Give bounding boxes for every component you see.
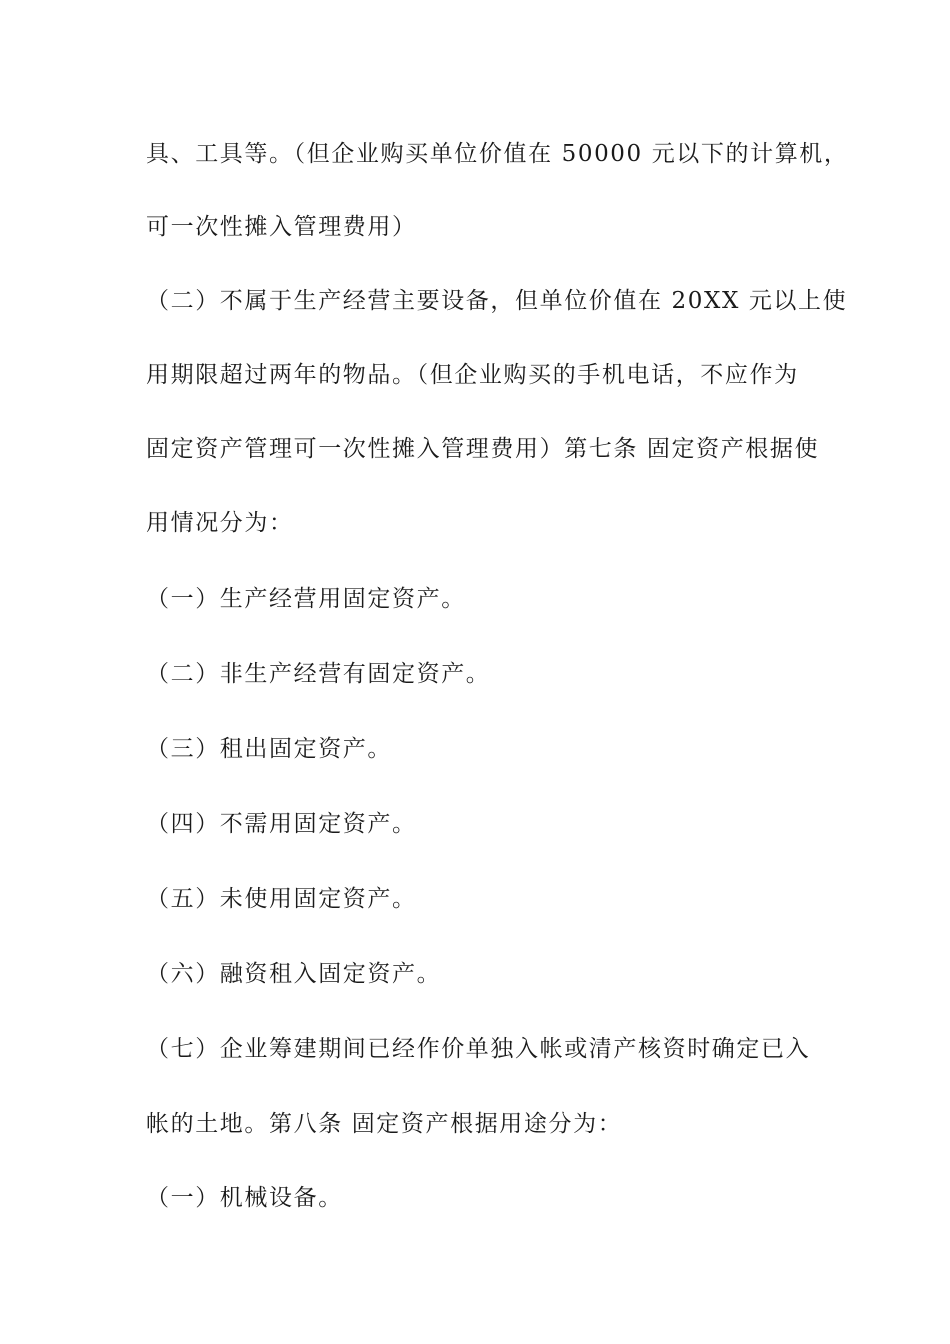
text-line-6: 用情况分为： <box>146 510 294 536</box>
text-line-13: （七）企业筹建期间已经作价单独入帐或清产核资时确定已入 <box>146 1036 811 1062</box>
text-line-5: 固定资产管理可一次性摊入管理费用）第七条 固定资产根据使 <box>146 436 820 462</box>
text-line-15: （一）机械设备。 <box>146 1185 343 1211</box>
text-line-10: （四）不需用固定资产。 <box>146 811 417 837</box>
text-line-9: （三）租出固定资产。 <box>146 736 392 762</box>
text-line-8: （二）非生产经营有固定资产。 <box>146 661 491 687</box>
text-line-1: 具、工具等。（但企业购买单位价值在 50000 元以下的计算机， <box>146 141 849 167</box>
text-line-12: （六）融资租入固定资产。 <box>146 961 442 987</box>
text-line-7: （一）生产经营用固定资产。 <box>146 586 466 612</box>
text-line-4: 用期限超过两年的物品。（但企业购买的手机电话，不应作为 <box>146 362 799 388</box>
text-line-3: （二）不属于生产经营主要设备，但单位价值在 20XX 元以上使 <box>146 288 848 314</box>
text-line-11: （五）未使用固定资产。 <box>146 886 417 912</box>
text-line-14: 帐的土地。第八条 固定资产根据用途分为： <box>146 1111 623 1137</box>
text-line-2: 可一次性摊入管理费用） <box>146 214 417 240</box>
